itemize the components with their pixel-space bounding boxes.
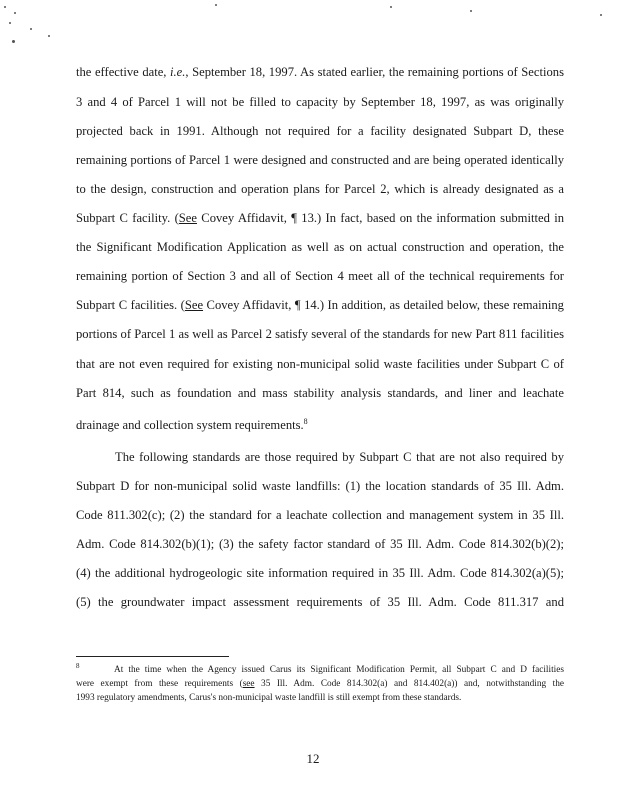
footnote-ref: 8	[303, 417, 308, 426]
body-line: Adm. Code 814.302(b)(1); (3) the safety factor standard of 35 Ill. Adm. Code 814.302(b)(2);	[76, 537, 564, 551]
body-line: the effective date, i.e., September 18, 1997. As stated earlier, the remaining portions of Sections	[76, 65, 564, 79]
footnote-rule	[76, 656, 229, 657]
body-line: the Significant Modification Application as well as on actual construction and operation, the	[76, 240, 564, 254]
body-line: Subpart C facility. (See Covey Affidavit, ¶ 13.) In fact, based on the information submitted in	[76, 211, 564, 225]
body-line: Subpart C facilities. (See Covey Affidavit, ¶ 14.) In addition, as detailed below, these remaining	[76, 298, 564, 312]
scan-speck	[470, 10, 472, 12]
body-line: projected back in 1991. Although not required for a facility designated Subpart D, these	[76, 124, 564, 138]
body-line: drainage and collection system requirements.$^8$	[76, 417, 308, 433]
page-number: 12	[306, 751, 320, 766]
scan-speck	[215, 4, 217, 6]
body-line: to the design, construction and operation plans for Parcel 2, which is already designated as a	[76, 182, 564, 196]
scan-speck	[9, 22, 11, 24]
scan-speck	[600, 14, 602, 16]
scan-speck	[48, 35, 50, 37]
body-line: portions of Parcel 1 as well as Parcel 2 satisfy several of the standards for new Part 811 facilities	[76, 327, 564, 341]
body-line: The following standards are those required by Subpart C that are not also required by	[115, 450, 564, 464]
body-line: Subpart D for non-municipal solid waste landfills: (1) the location standards of 35 Ill. Adm.	[76, 479, 564, 493]
footnote-line: At the time when the Agency issued Carus its Significant Modification Permit, all Subpart C and D facilities	[114, 665, 564, 675]
scan-speck	[12, 40, 15, 43]
footnote-line: were exempt from these requirements (see 35 Ill. Adm. Code 814.302(a) and 814.402(a)) and, notwithstanding the	[76, 679, 564, 689]
body-line: Part 814, such as foundation and mass stability analysis standards, and liner and leachate	[76, 386, 564, 400]
footnote-marker: 8	[76, 662, 80, 670]
scan-speck	[14, 12, 16, 14]
scan-speck	[4, 6, 6, 8]
body-line: remaining portions of Parcel 1 were designed and constructed and are being operated identically	[76, 153, 564, 167]
body-line: that are not even required for existing non-municipal solid waste facilities under Subpart C of	[76, 357, 564, 371]
body-line: Code 811.302(c); (2) the standard for a leachate collection and management system in 35 Ill.	[76, 508, 564, 522]
footnote-line: 1993 regulatory amendments, Carus's non-municipal waste landfill is still exempt from these standards.	[76, 693, 462, 703]
scan-speck	[30, 28, 32, 30]
scan-speck	[390, 6, 392, 8]
body-line: remaining portion of Section 3 and all of Section 4 meet all of the technical requirements for	[76, 269, 564, 283]
body-line: (5) the groundwater impact assessment requirements of 35 Ill. Adm. Code 811.317 and	[76, 595, 564, 609]
body-line: 3 and 4 of Parcel 1 will not be filled to capacity by September 18, 1997, as was originally	[76, 95, 564, 109]
body-line: (4) the additional hydrogeologic site information required in 35 Ill. Adm. Code 814.302(a)(5);	[76, 566, 564, 580]
